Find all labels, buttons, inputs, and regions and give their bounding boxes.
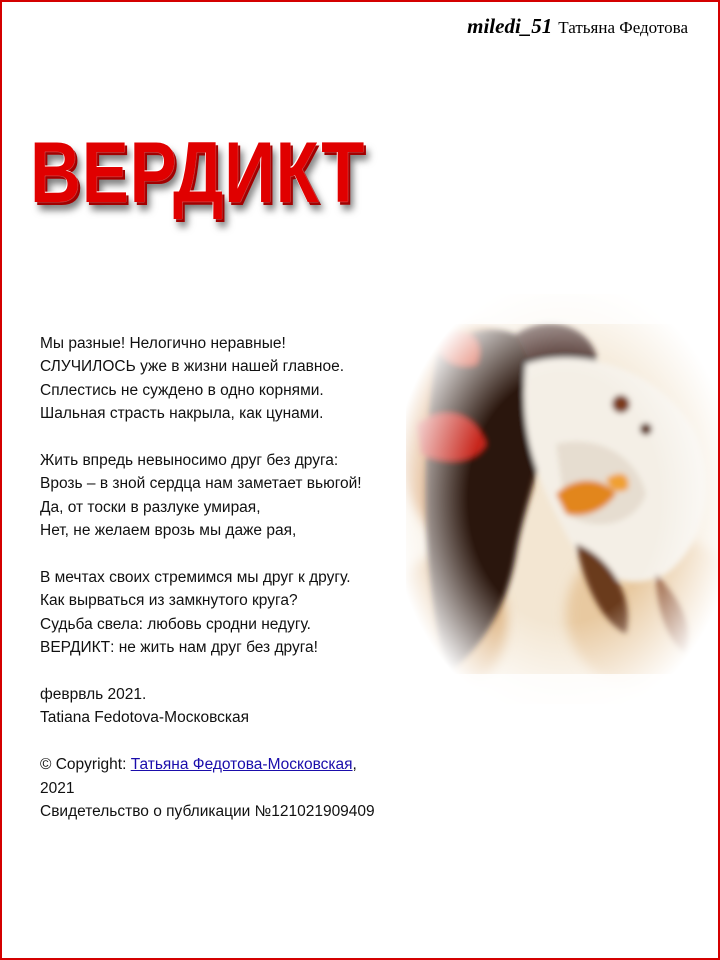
date-signature [40, 683, 420, 730]
poem-body [40, 332, 420, 823]
poem-signature: Tatiana Fedotova-Московская [40, 709, 250, 727]
poem-line: Жить впредь невыносимо друг без друга: [40, 452, 339, 470]
couple-painting-image [406, 294, 720, 704]
poem-title: ВЕРДИКТ [30, 125, 366, 221]
copyright-block [40, 753, 420, 823]
poem-date: феврвль 2021. [40, 686, 147, 704]
poem-stanza [40, 449, 420, 543]
poem-line: Нет, не желаем врозь мы даже рая, [40, 522, 297, 540]
publication-certificate: Свидетельство о публикации №121021909409 [40, 803, 375, 821]
poem-line: Как вырваться из замкнутого круга? [40, 592, 298, 610]
author-name: Татьяна Федотова [558, 18, 688, 37]
copyright-prefix: © Copyright: [40, 756, 131, 774]
poem-line: Мы разные! Нелогично неравные! [40, 335, 286, 352]
poem-line: Да, от тоски в разлуке умирая, [40, 498, 261, 516]
copyright-suffix: , [352, 756, 357, 774]
author-profile-link[interactable]: Татьяна Федотова-Московская [130, 756, 353, 774]
author-nickname: miledi_51 [467, 14, 553, 38]
poem-line: Врозь – в зной сердца нам заметает вьюгой! [40, 475, 362, 493]
copyright-line [40, 753, 420, 776]
author-header [467, 14, 688, 39]
poem-line: В мечтах своих стремимся мы друг к другу. [40, 569, 351, 587]
poem-stanza [40, 332, 420, 426]
poem-line: ВЕРДИКТ: не жить нам друг без друга! [40, 639, 318, 657]
poem-stanza [40, 566, 420, 660]
poem-line: Судьба свела: любовь сродни недугу. [40, 615, 311, 633]
poem-line: СЛУЧИЛОСЬ уже в жизни нашей главное. [40, 358, 345, 376]
copyright-year: 2021 [40, 779, 75, 797]
poem-line: Шальная страсть накрыла, как цунами. [40, 405, 324, 423]
poem-line: Сплестись не суждено в одно корнями. [40, 381, 324, 399]
